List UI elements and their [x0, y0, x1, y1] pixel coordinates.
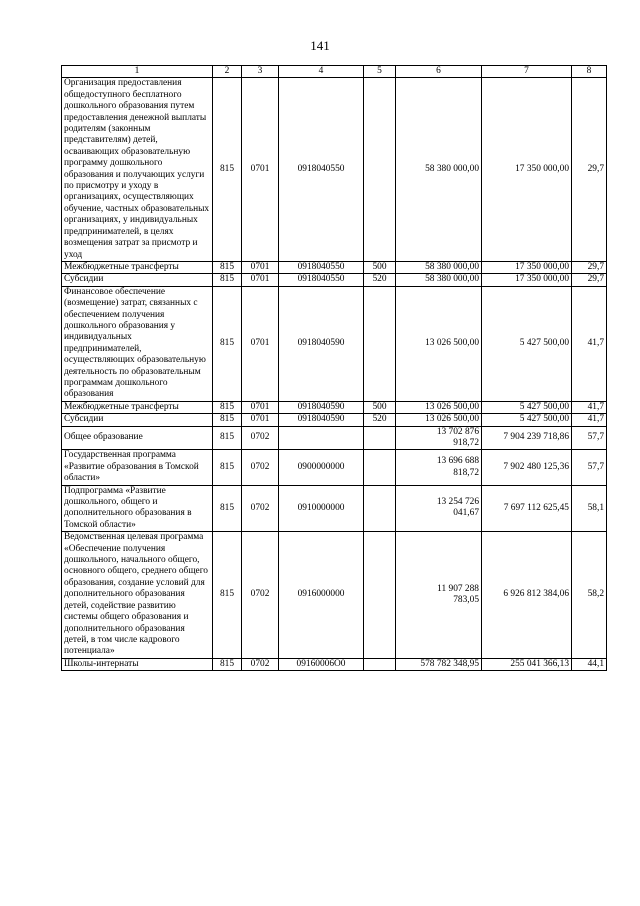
row-name: Субсидии: [62, 414, 213, 426]
page-number: 141: [310, 38, 330, 53]
executed-amount: 5 427 500,00: [482, 414, 572, 426]
grbs-code: 815: [213, 485, 242, 532]
target-article: 0918040550: [279, 274, 364, 286]
executed-amount: 5 427 500,00: [482, 286, 572, 401]
planned-amount: 13 026 500,00: [396, 401, 482, 413]
budget-table: [61, 65, 607, 671]
planned-amount-part: 918,72: [453, 438, 479, 448]
row-name: Межбюджетные трансферты: [62, 401, 213, 413]
planned-amount-part: 13 254 726: [436, 497, 479, 508]
column-number: 6: [396, 66, 482, 78]
expense-type: 500: [364, 261, 396, 273]
planned-amount: 58 380 000,00: [396, 274, 482, 286]
execution-percent: 58,2: [572, 532, 607, 658]
section-code: 0702: [242, 426, 279, 450]
row-name: Финансовое обеспечение (возмещение) затрат, связанных с обеспечением получения дошкольного образования у индивидуальных предпринимателей, осуществляющих образовательную деятельность по образовательным программам дошкольного образования: [62, 286, 213, 401]
grbs-code: 815: [213, 532, 242, 658]
target-article: 0918040550: [279, 78, 364, 262]
execution-percent: 29,7: [572, 78, 607, 262]
table-row: [62, 485, 607, 532]
row-name: Субсидии: [62, 274, 213, 286]
row-name: Межбюджетные трансферты: [62, 261, 213, 273]
section-code: 0701: [242, 414, 279, 426]
column-number: 4: [279, 66, 364, 78]
table-row: [62, 261, 607, 273]
grbs-code: 815: [213, 658, 242, 670]
execution-percent: 41,7: [572, 286, 607, 401]
section-code: 0702: [242, 532, 279, 658]
executed-amount: 7 697 112 625,45: [482, 485, 572, 532]
planned-amount-part: 13 696 688: [436, 456, 479, 467]
executed-amount: 255 041 366,13: [482, 658, 572, 670]
row-name: Школы-интернаты: [62, 658, 213, 670]
planned-amount: [396, 485, 482, 532]
executed-amount: 7 904 239 718,86: [482, 426, 572, 450]
grbs-code: 815: [213, 426, 242, 450]
planned-amount-part: 11 907 288: [437, 583, 479, 594]
expense-type: [364, 426, 396, 450]
table-row: [62, 450, 607, 485]
planned-amount: 13 026 500,00: [396, 414, 482, 426]
expense-type: [364, 485, 396, 532]
column-number: 2: [213, 66, 242, 78]
grbs-code: 815: [213, 274, 242, 286]
row-name: Общее образование: [62, 426, 213, 450]
section-code: 0701: [242, 78, 279, 262]
section-code: 0701: [242, 261, 279, 273]
expense-type: 520: [364, 274, 396, 286]
row-name: Ведомственная целевая программа «Обеспечение получения дошкольного, начального общего, основного общего, среднего общего образования, создание условий для дополнительного образования детей, содействие развитию системы общего образования и дополнительного образования детей, в том числе кадрового потенциала»: [62, 532, 213, 658]
execution-percent: 44,1: [572, 658, 607, 670]
execution-percent: 29,7: [572, 261, 607, 273]
column-number: 1: [62, 66, 213, 78]
section-code: 0702: [242, 450, 279, 485]
planned-amount: 58 380 000,00: [396, 78, 482, 262]
grbs-code: 815: [213, 414, 242, 426]
execution-percent: 29,7: [572, 274, 607, 286]
expense-type: [364, 658, 396, 670]
table-row: [62, 426, 607, 450]
expense-type: [364, 450, 396, 485]
table-row: [62, 401, 607, 413]
section-code: 0701: [242, 286, 279, 401]
planned-amount: [396, 532, 482, 658]
planned-amount-part: 783,05: [453, 594, 479, 605]
executed-amount: 6 926 812 384,06: [482, 532, 572, 658]
target-article: 0918040590: [279, 414, 364, 426]
column-number: 8: [572, 66, 607, 78]
expense-type: 520: [364, 414, 396, 426]
execution-percent: 57,7: [572, 450, 607, 485]
section-code: 0701: [242, 274, 279, 286]
table-row: [62, 78, 607, 262]
target-article: 0900000000: [279, 450, 364, 485]
table-row: [62, 532, 607, 658]
section-code: 0702: [242, 485, 279, 532]
grbs-code: 815: [213, 78, 242, 262]
executed-amount: 17 350 000,00: [482, 274, 572, 286]
executed-amount: 7 902 480 125,36: [482, 450, 572, 485]
expense-type: 500: [364, 401, 396, 413]
planned-amount-part: 818,72: [453, 467, 479, 478]
table-row: [62, 414, 607, 426]
planned-amount-part: 041,67: [453, 508, 479, 519]
planned-amount: 578 782 348,95: [396, 658, 482, 670]
row-name: Подпрограмма «Развитие дошкольного, общего и дополнительного образования в Томской области»: [62, 485, 213, 532]
grbs-code: 815: [213, 286, 242, 401]
expense-type: [364, 532, 396, 658]
target-article: 09160006О0: [279, 658, 364, 670]
section-code: 0702: [242, 658, 279, 670]
section-code: 0701: [242, 401, 279, 413]
target-article: 0918040590: [279, 286, 364, 401]
executed-amount: 17 350 000,00: [482, 78, 572, 262]
table-row: [62, 286, 607, 401]
target-article: [279, 426, 364, 450]
execution-percent: 41,7: [572, 401, 607, 413]
planned-amount: [396, 450, 482, 485]
column-number: 7: [482, 66, 572, 78]
execution-percent: 57,7: [572, 426, 607, 450]
expense-type: [364, 286, 396, 401]
column-number: 5: [364, 66, 396, 78]
row-name: Государственная программа «Развитие образования в Томской области»: [62, 450, 213, 485]
table-row: [62, 274, 607, 286]
target-article: 0910000000: [279, 485, 364, 532]
column-number-row: [62, 66, 607, 78]
target-article: 0918040590: [279, 401, 364, 413]
planned-amount: 58 380 000,00: [396, 261, 482, 273]
grbs-code: 815: [213, 450, 242, 485]
column-number: 3: [242, 66, 279, 78]
execution-percent: 58,1: [572, 485, 607, 532]
target-article: 0918040550: [279, 261, 364, 273]
executed-amount: 5 427 500,00: [482, 401, 572, 413]
planned-amount: [396, 426, 482, 450]
planned-amount: 13 026 500,00: [396, 286, 482, 401]
executed-amount: 17 350 000,00: [482, 261, 572, 273]
table-row: [62, 658, 607, 670]
planned-amount-part: 13 702 876: [436, 426, 479, 437]
target-article: 0916000000: [279, 532, 364, 658]
row-name: Организация предоставления общедоступного бесплатного дошкольного образования путем предоставления денежной выплаты родителям (законным представителям) детей, осваивающих образовательную программу дошкольного образования и получающих услуги по присмотру и уходу в организациях, осуществляющих обучение, частных образовательных организациях, у индивидуальных предпринимателей, в целях возмещения затрат за присмотр и уход: [62, 78, 213, 262]
expense-type: [364, 78, 396, 262]
execution-percent: 41,7: [572, 414, 607, 426]
grbs-code: 815: [213, 261, 242, 273]
grbs-code: 815: [213, 401, 242, 413]
